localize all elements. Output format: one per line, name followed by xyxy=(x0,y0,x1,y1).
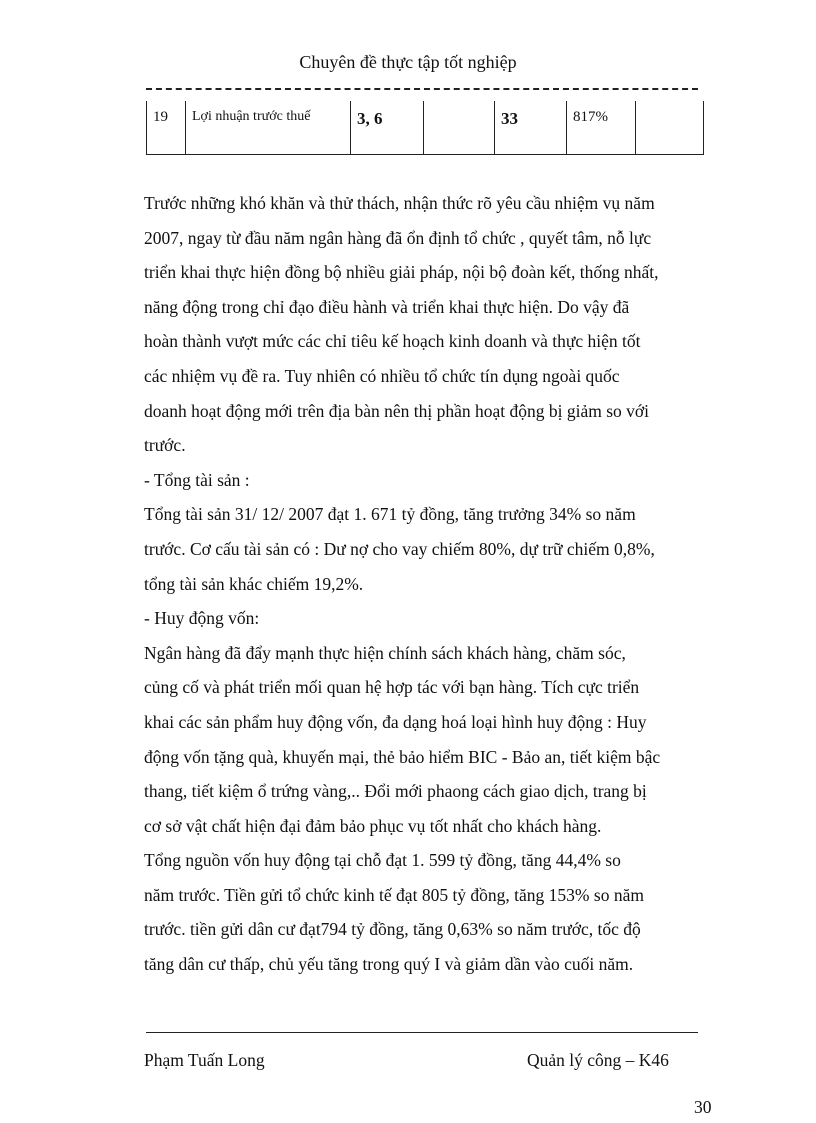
value-cell-5 xyxy=(636,101,704,155)
footer-course: Quản lý công – K46 xyxy=(527,1050,669,1070)
text-line: Trước những khó khăn và thử thách, nhận thức rõ yêu cầu nhiệm vụ năm xyxy=(144,193,655,213)
text-line: cơ sở vật chất hiện đại đảm bảo phục vụ tốt nhất cho khách hàng. xyxy=(144,815,602,836)
header-divider xyxy=(146,88,698,90)
text-line: trước. tiền gửi dân cư đạt794 tỷ đồng, tăng 0,63% so năm trước, tốc độ xyxy=(144,919,641,940)
text-line: tổng tài sản khác chiếm 19,2%. xyxy=(144,573,364,594)
text-line: Ngân hàng đã đẩy mạnh thực hiện chính sách khách hàng, chăm sóc, xyxy=(144,642,626,663)
section-heading-total-assets: - Tổng tài sản : xyxy=(144,469,250,490)
text-line: 2007, ngay từ đầu năm ngân hàng đã ổn định tổ chức , quyết tâm, nỗ lực xyxy=(144,227,652,248)
value-cell-1: 3, 6 xyxy=(351,101,424,155)
page-number: 30 xyxy=(694,1097,712,1117)
text-line: trước. xyxy=(144,435,186,456)
value-cell-2 xyxy=(424,101,495,155)
section-heading-capital-mobilization: - Huy động vốn: xyxy=(144,608,260,629)
text-line: các nhiệm vụ đề ra. Tuy nhiên có nhiều tổ chức tín dụng ngoài quốc xyxy=(144,365,620,386)
footer-divider xyxy=(146,1032,698,1033)
text-line: Tổng nguồn vốn huy động tại chỗ đạt 1. 599 tỷ đồng, tăng 44,4% so xyxy=(144,850,621,871)
text-line: hoàn thành vượt mức các chỉ tiêu kế hoạch kinh doanh và thực hiện tốt xyxy=(144,331,641,352)
text-line: thang, tiết kiệm ổ trứng vàng,.. Đổi mới phaong cách giao dịch, trang bị xyxy=(144,781,647,802)
footer-author: Phạm Tuấn Long xyxy=(144,1050,265,1070)
text-line: Tổng tài sản 31/ 12/ 2007 đạt 1. 671 tỷ đồng, tăng trưởng 34% so năm xyxy=(144,504,636,525)
body-text xyxy=(144,186,704,982)
text-line: khai các sản phẩm huy động vốn, đa dạng hoá loại hình huy động : Huy xyxy=(144,711,647,732)
text-line: động vốn tặng quà, khuyến mại, thẻ bảo hiểm BIC - Bảo an, tiết kiệm bậc xyxy=(144,746,661,767)
text-line: tăng dân cư thấp, chủ yếu tăng trong quý I và giảm dần vào cuối năm. xyxy=(144,954,634,975)
financial-table xyxy=(146,101,704,155)
table-row xyxy=(147,101,704,155)
text-line: doanh hoạt động mới trên địa bàn nên thị phần hoạt động bị giảm so với xyxy=(144,400,650,421)
text-line: củng cố và phát triển mối quan hệ hợp tác với bạn hàng. Tích cực triển xyxy=(144,677,640,698)
text-line: năm trước. Tiền gửi tổ chức kinh tế đạt 805 tỷ đồng, tăng 153% so năm xyxy=(144,884,644,905)
value-cell-3: 33 xyxy=(495,101,567,155)
text-line: trước. Cơ cấu tài sản có : Dư nợ cho vay chiếm 80%, dự trữ chiếm 0,8%, xyxy=(144,538,655,559)
page-header-title: Chuyên đề thực tập tốt nghiệp xyxy=(299,52,517,72)
text-line: năng động trong chỉ đạo điều hành và triển khai thực hiện. Do vậy đã xyxy=(144,296,630,317)
value-cell-4: 817% xyxy=(567,101,636,155)
text-line: triển khai thực hiện đồng bộ nhiều giải pháp, nội bộ đoàn kết, thống nhất, xyxy=(144,262,659,283)
row-label-cell: Lợi nhuận trước thuế xyxy=(186,101,351,155)
row-number-cell: 19 xyxy=(147,101,186,155)
